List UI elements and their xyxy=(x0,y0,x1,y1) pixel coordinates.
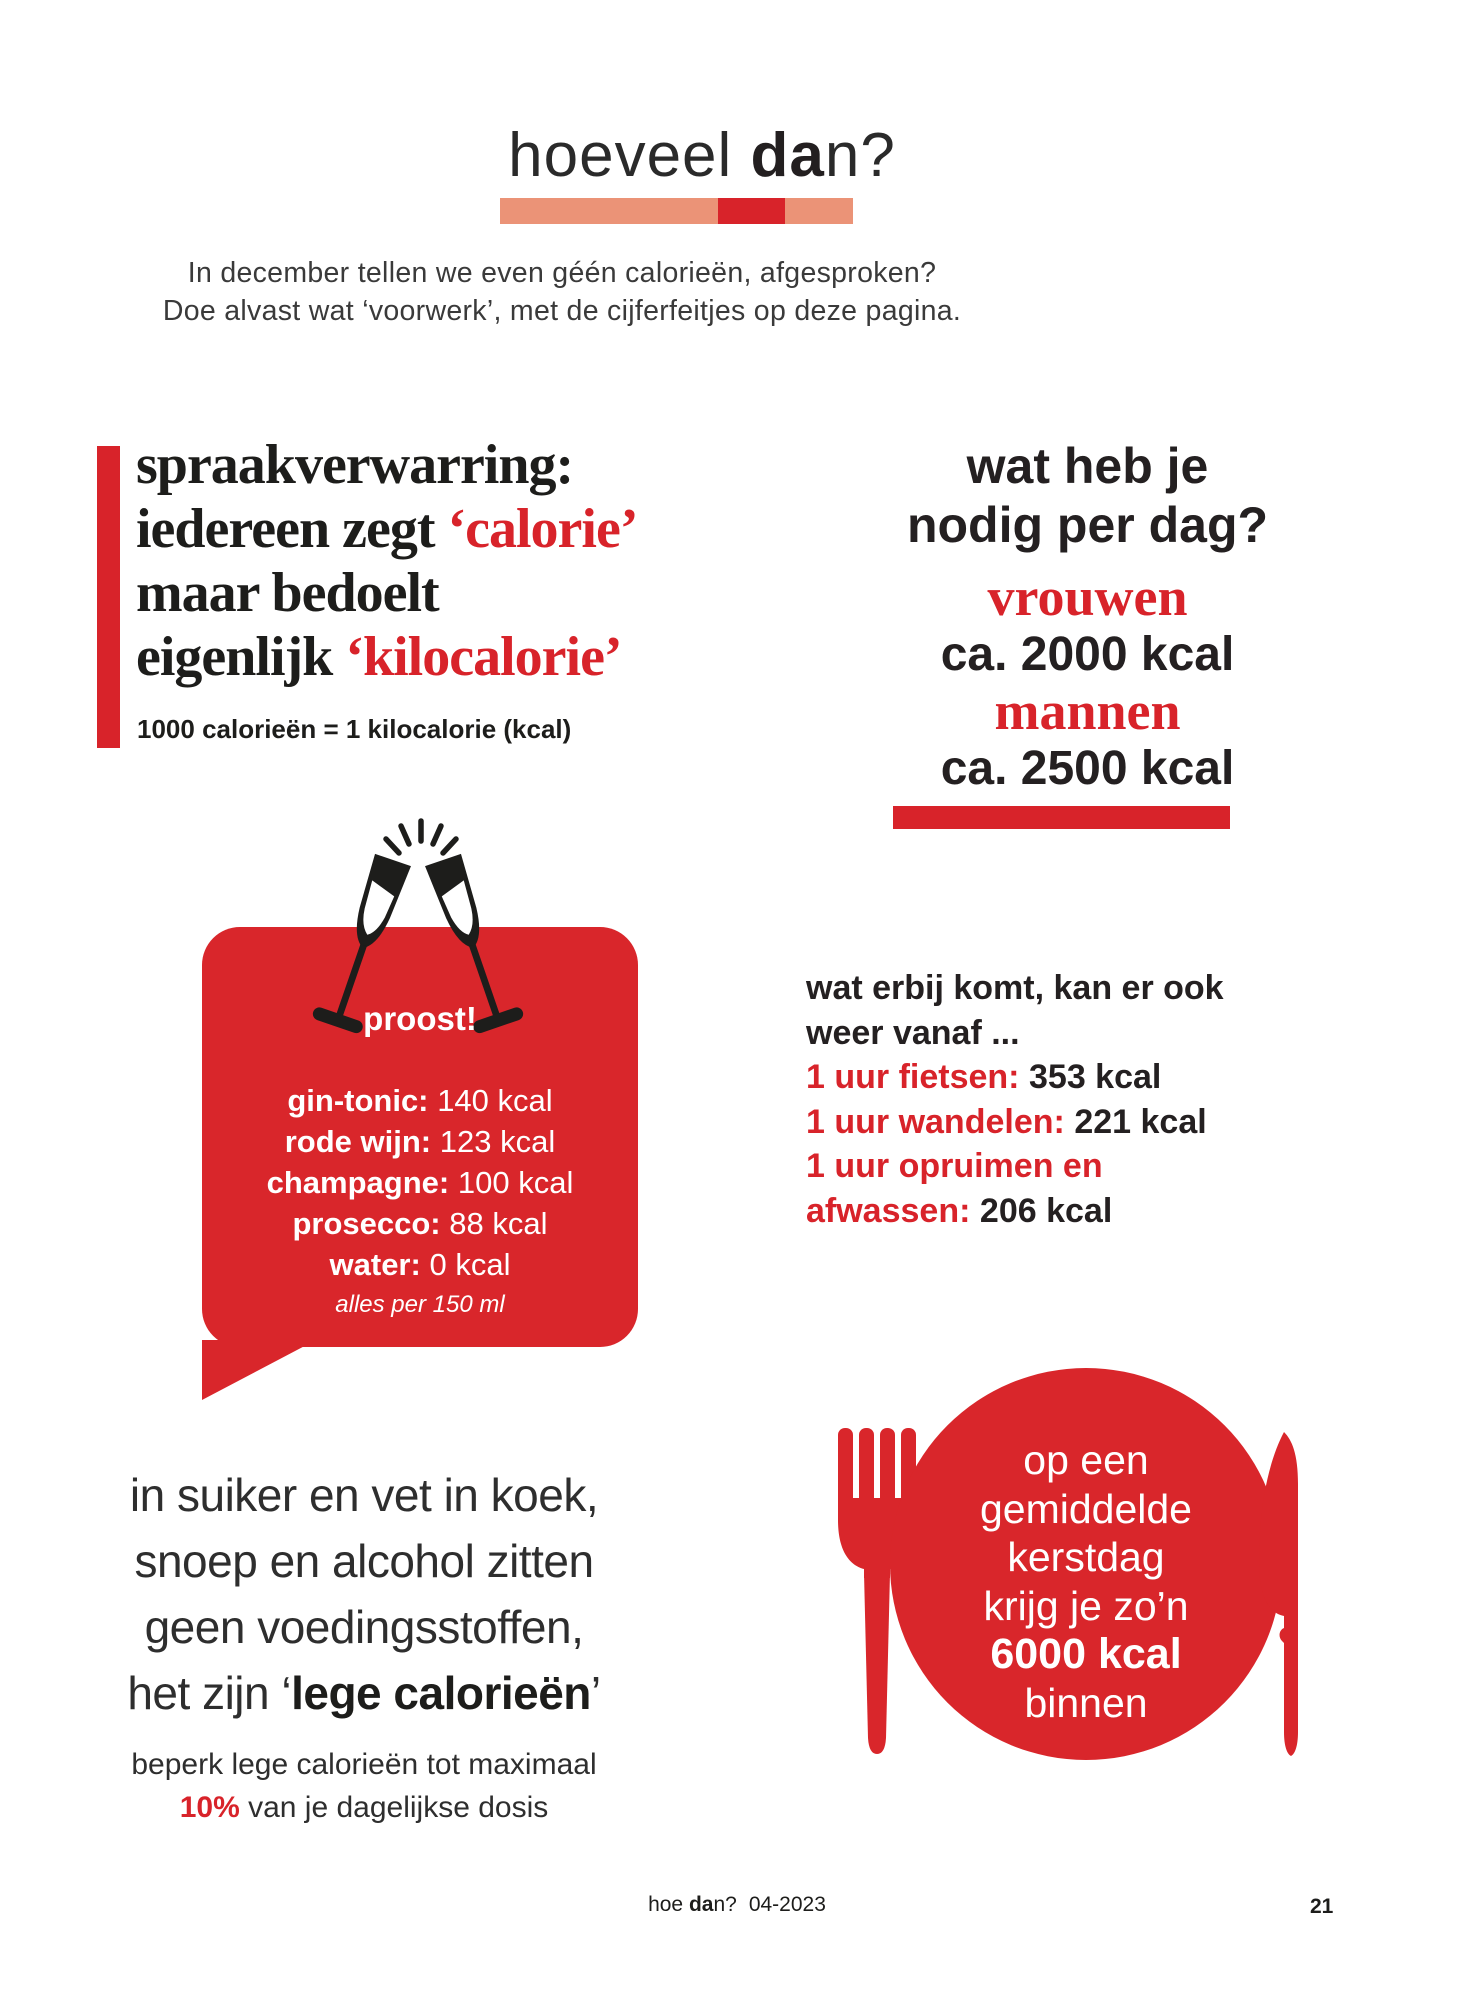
burn-intro-line-1: wat erbij komt, kan er ook xyxy=(806,969,1224,1007)
burn-list xyxy=(806,966,1326,1233)
empty-calories-text xyxy=(64,1462,664,1726)
confusion-line-1: spraakverwarring: xyxy=(136,434,574,496)
speech-bubble-tail xyxy=(202,1340,316,1400)
title-underline-accent xyxy=(718,198,785,224)
plate-text xyxy=(890,1436,1282,1727)
burn-intro-line-2: weer vanaf ... xyxy=(806,1013,1020,1052)
drink-row xyxy=(202,1203,638,1244)
drink-row xyxy=(202,1121,638,1162)
daily-need-underline-bar xyxy=(893,806,1230,829)
plate-line-4: krijg je zo’n xyxy=(983,1582,1189,1629)
kilocalorie-note: 1000 calorieën = 1 kilocalorie (kcal) xyxy=(137,714,572,744)
footer-issue: 04-2023 xyxy=(748,1893,826,1916)
plate-line-5-bold: 6000 kcal xyxy=(990,1630,1182,1678)
confusion-line-2-red: ‘calorie’ xyxy=(447,498,638,560)
empty-calories-note-rest: van je dagelijkse dosis xyxy=(239,1791,549,1824)
confusion-line-4-red: ‘kilocalorie’ xyxy=(345,626,622,688)
daily-need-title-line-1: wat heb je xyxy=(966,438,1209,494)
title-underline-bar xyxy=(500,198,853,224)
page-title xyxy=(392,122,1012,190)
men-value: ca. 2500 kcal xyxy=(940,742,1235,795)
women-label: vrouwen xyxy=(987,567,1188,627)
page-title-bold: da xyxy=(750,121,825,190)
footer-title-bold: da xyxy=(688,1893,714,1916)
confusion-line-4-black: eigenlijk xyxy=(136,626,346,688)
drinks-list xyxy=(202,1080,638,1323)
empty-calories-note xyxy=(64,1743,664,1829)
confusion-line-2-black: iedereen zegt xyxy=(136,498,448,560)
page-title-pre: hoeveel xyxy=(508,121,751,190)
drink-value: 0 kcal xyxy=(429,1247,511,1282)
drink-label: gin-tonic: xyxy=(287,1083,429,1118)
confusion-line-2 xyxy=(136,497,816,561)
drink-row xyxy=(202,1162,638,1203)
daily-need-title xyxy=(815,437,1360,555)
drink-row xyxy=(202,1244,638,1285)
intro-line-2: Doe alvast wat ‘voorwerk’, met de cijferfeitjes op deze pagina. xyxy=(162,295,962,327)
women-value: ca. 2000 kcal xyxy=(940,628,1235,681)
plate-line-1: op een xyxy=(1023,1437,1149,1483)
daily-need-block xyxy=(815,437,1360,797)
headline-accent-bar xyxy=(97,446,120,748)
drink-value: 123 kcal xyxy=(439,1124,556,1159)
burn-row xyxy=(806,1189,1326,1234)
intro-line-1: In december tellen we even géén calorieën, afgesproken? xyxy=(187,257,937,289)
burn-value: 206 kcal xyxy=(979,1191,1113,1230)
drink-label: water: xyxy=(329,1247,421,1282)
burn-value: 353 kcal xyxy=(1029,1058,1162,1096)
empty-calories-line-4 xyxy=(64,1660,664,1726)
burn-row xyxy=(806,1055,1326,1100)
empty-calories-note-pct: 10% xyxy=(179,1791,240,1824)
confusion-line-3: maar bedoelt xyxy=(136,562,439,624)
empty-calories-note-line-1: beperk lege calorieën tot maximaal xyxy=(131,1748,597,1781)
plate-line-3: kerstdag xyxy=(1007,1534,1165,1580)
empty-calories-line-4-bold: lege calorieën xyxy=(291,1667,591,1719)
footer xyxy=(0,1893,1474,1917)
intro-text xyxy=(137,254,987,330)
clink-burst-icon xyxy=(386,821,456,853)
burn-row-label-line: 1 uur opruimen en xyxy=(806,1147,1103,1185)
drinks-note: alles per 150 ml xyxy=(335,1291,505,1318)
burn-label: afwassen: xyxy=(806,1191,971,1230)
empty-calories-line-3: geen voedingsstoffen, xyxy=(144,1601,584,1653)
footer-title-pre: hoe xyxy=(648,1893,689,1916)
empty-calories-line-2: snoep en alcohol zitten xyxy=(134,1535,594,1587)
drink-label: prosecco: xyxy=(292,1206,441,1241)
page-number: 21 xyxy=(1310,1895,1334,1918)
plate-line-2: gemiddelde xyxy=(980,1485,1192,1532)
empty-calories-line-1: in suiker en vet in koek, xyxy=(129,1469,599,1521)
drink-label: champagne: xyxy=(266,1165,450,1200)
toast-text: proost! xyxy=(363,1000,477,1037)
confusion-line-4 xyxy=(136,625,816,689)
empty-calories-line-4-post: ’ xyxy=(590,1667,601,1719)
footer-title-post: n? xyxy=(713,1893,737,1916)
drink-value: 140 kcal xyxy=(437,1083,553,1118)
burn-row xyxy=(806,1100,1326,1145)
burn-label: 1 uur fietsen: xyxy=(806,1058,1020,1096)
drink-value: 100 kcal xyxy=(457,1165,574,1200)
drink-label: rode wijn: xyxy=(284,1124,432,1159)
knife-icon xyxy=(1251,1432,1301,1758)
confusion-headline xyxy=(136,433,816,689)
empty-calories-line-4-pre: het zijn ‘ xyxy=(127,1667,292,1719)
page-title-post: n? xyxy=(824,121,896,190)
burn-label: 1 uur wandelen: xyxy=(806,1102,1065,1141)
burn-value: 221 kcal xyxy=(1074,1102,1207,1141)
men-label: mannen xyxy=(994,681,1181,741)
daily-need-title-line-2: nodig per dag? xyxy=(906,497,1269,553)
drink-value: 88 kcal xyxy=(449,1206,548,1241)
empty-calories-note-line-2 xyxy=(64,1786,664,1829)
plate-line-6: binnen xyxy=(1024,1679,1148,1726)
plate-circle xyxy=(890,1368,1282,1760)
drink-row xyxy=(202,1080,638,1121)
